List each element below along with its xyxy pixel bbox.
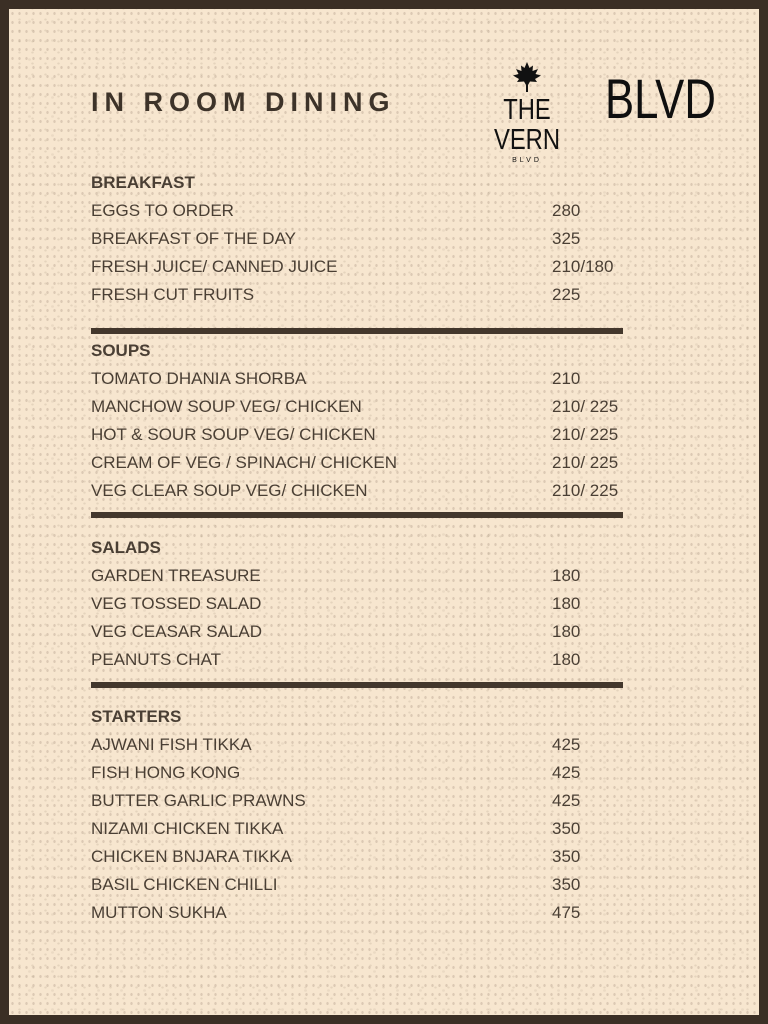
item-price: 210/ 225	[552, 481, 619, 500]
section-heading: BREAKFAST	[91, 173, 195, 192]
menu-item	[91, 843, 631, 871]
section-starters	[91, 703, 631, 927]
item-price: 425	[552, 735, 581, 754]
item-price: 425	[552, 791, 581, 810]
item-name: FISH HONG KONG	[91, 763, 241, 782]
menu-item	[91, 815, 631, 843]
menu-item	[91, 618, 631, 646]
item-price: 350	[552, 819, 581, 838]
blvd-logo: BLVD	[605, 67, 716, 130]
item-price: 210/ 225	[552, 397, 619, 416]
section-divider	[91, 682, 623, 688]
menu-item	[91, 365, 631, 393]
menu-page	[9, 9, 759, 1015]
item-name: CREAM OF VEG / SPINACH/ CHICKEN	[91, 453, 398, 472]
item-price: 210/ 225	[552, 425, 619, 444]
menu-item	[91, 590, 631, 618]
item-name: NIZAMI CHICKEN TIKKA	[91, 819, 284, 838]
the-vern-subtitle: BLVD	[512, 157, 542, 164]
menu-item	[91, 646, 631, 674]
section-heading: SALADS	[91, 538, 161, 557]
item-name: AJWANI FISH TIKKA	[91, 735, 252, 754]
item-price: 180	[552, 594, 581, 613]
item-price: 210/ 225	[552, 453, 619, 472]
section-heading: STARTERS	[91, 707, 182, 726]
menu-item	[91, 787, 631, 815]
section-salads	[91, 534, 631, 674]
menu-item	[91, 477, 631, 505]
the-vern-logo	[472, 61, 582, 164]
menu-item	[91, 871, 631, 899]
item-name: BUTTER GARLIC PRAWNS	[91, 791, 306, 810]
item-price: 475	[552, 903, 581, 922]
item-name: GARDEN TREASURE	[91, 566, 261, 585]
menu-item	[91, 281, 631, 309]
item-price: 210/180	[552, 257, 614, 276]
item-price: 350	[552, 847, 581, 866]
maple-leaf-icon	[511, 61, 543, 93]
menu-item	[91, 899, 631, 927]
item-price: 280	[552, 201, 581, 220]
menu-item	[91, 759, 631, 787]
item-name: CHICKEN BNJARA TIKKA	[91, 847, 292, 866]
item-name: EGGS TO ORDER	[91, 201, 234, 220]
menu-item	[91, 253, 631, 281]
item-name: HOT & SOUR SOUP VEG/ CHICKEN	[91, 425, 376, 444]
menu-item	[91, 225, 631, 253]
item-name: BREAKFAST OF THE DAY	[91, 229, 296, 248]
section-divider	[91, 512, 623, 518]
item-name: FRESH JUICE/ CANNED JUICE	[91, 257, 338, 276]
section-breakfast	[91, 169, 631, 309]
item-name: VEG TOSSED SALAD	[91, 594, 262, 613]
item-name: PEANUTS CHAT	[91, 650, 222, 669]
menu-item	[91, 449, 631, 477]
item-price: 425	[552, 763, 581, 782]
section-divider	[91, 328, 623, 334]
menu-item	[91, 731, 631, 759]
item-price: 325	[552, 229, 581, 248]
item-price: 180	[552, 566, 581, 585]
section-heading: SOUPS	[91, 341, 151, 360]
page-title: IN ROOM DINING	[91, 87, 396, 117]
item-name: TOMATO DHANIA SHORBA	[91, 369, 307, 388]
item-name: BASIL CHICKEN CHILLI	[91, 875, 278, 894]
item-name: MANCHOW SOUP VEG/ CHICKEN	[91, 397, 362, 416]
item-name: FRESH CUT FRUITS	[91, 285, 255, 304]
item-price: 210	[552, 369, 581, 388]
item-name: VEG CLEAR SOUP VEG/ CHICKEN	[91, 481, 368, 500]
item-price: 180	[552, 622, 581, 641]
item-price: 180	[552, 650, 581, 669]
the-vern-wordmark: THE VERN	[493, 94, 561, 156]
item-name: VEG CEASAR SALAD	[91, 622, 263, 641]
menu-item	[91, 421, 631, 449]
menu-item	[91, 562, 631, 590]
item-price: 225	[552, 285, 581, 304]
menu-item	[91, 197, 631, 225]
item-name: MUTTON SUKHA	[91, 903, 227, 922]
item-price: 350	[552, 875, 581, 894]
menu-item	[91, 393, 631, 421]
section-soups	[91, 337, 631, 505]
